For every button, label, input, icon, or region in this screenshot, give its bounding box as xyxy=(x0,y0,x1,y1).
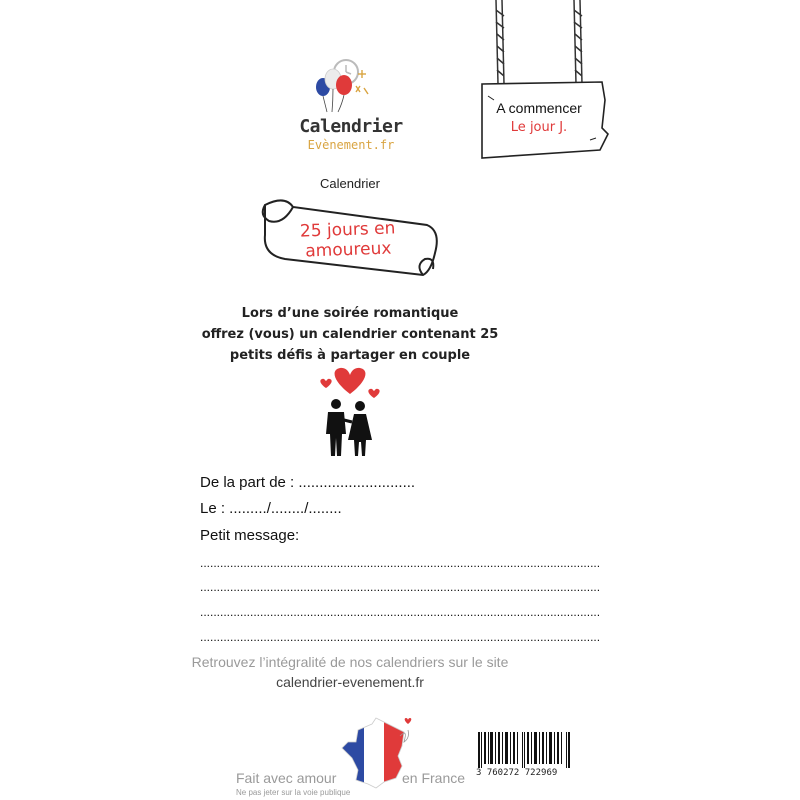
intro-line-3: petits défis à partager en couple xyxy=(229,348,471,363)
man-icon xyxy=(326,412,346,456)
message-label: Petit message: xyxy=(200,527,300,544)
from-field[interactable]: De la part de : ............................ xyxy=(200,474,416,491)
message-line-1[interactable]: ........................................................................................................................ xyxy=(200,556,601,570)
intro-line-2: offrez (vous) un calendrier contenant 25 xyxy=(201,327,499,342)
no-litter-note: Ne pas jeter sur la voie publique xyxy=(236,788,351,797)
calendar-label: Calendrier xyxy=(320,176,380,191)
big-heart-icon xyxy=(335,368,366,394)
hanging-sign xyxy=(470,0,610,160)
rope-icon xyxy=(496,0,582,84)
woman-icon xyxy=(348,414,372,456)
couple-hearts-icon xyxy=(316,364,388,460)
sign-line-2: Le jour J. xyxy=(510,120,568,135)
red-balloon-icon xyxy=(336,75,352,95)
logo-wordmark: Calendrier xyxy=(299,116,403,137)
sign-line-1: A commencer xyxy=(496,100,582,116)
made-with-love: Fait avec amour xyxy=(236,770,337,786)
heart-icon xyxy=(405,718,412,724)
logo-subtitle: Evènement.fr xyxy=(307,138,395,152)
message-line-4[interactable]: ........................................................................................................................ xyxy=(200,630,601,644)
message-line-2[interactable]: ........................................................................................................................ xyxy=(200,580,601,594)
date-field[interactable]: Le : ........./......../........ xyxy=(200,500,342,517)
footer-line-1: Retrouvez l’intégralité de nos calendriers sur le site xyxy=(191,654,509,670)
barcode-icon xyxy=(478,732,570,768)
small-heart-icon xyxy=(368,389,379,398)
in-france: en France xyxy=(402,770,466,786)
small-heart-icon xyxy=(320,379,331,388)
message-line-3[interactable]: ........................................................................................................................ xyxy=(200,605,601,619)
banner-title: 25 jours en amoureux xyxy=(299,218,396,262)
barcode-number: 3 760272 722969 xyxy=(476,768,558,778)
intro-text xyxy=(200,303,500,366)
website-link[interactable]: calendrier-evenement.fr xyxy=(276,674,424,690)
intro-line-1: Lors d’une soirée romantique xyxy=(241,306,459,321)
